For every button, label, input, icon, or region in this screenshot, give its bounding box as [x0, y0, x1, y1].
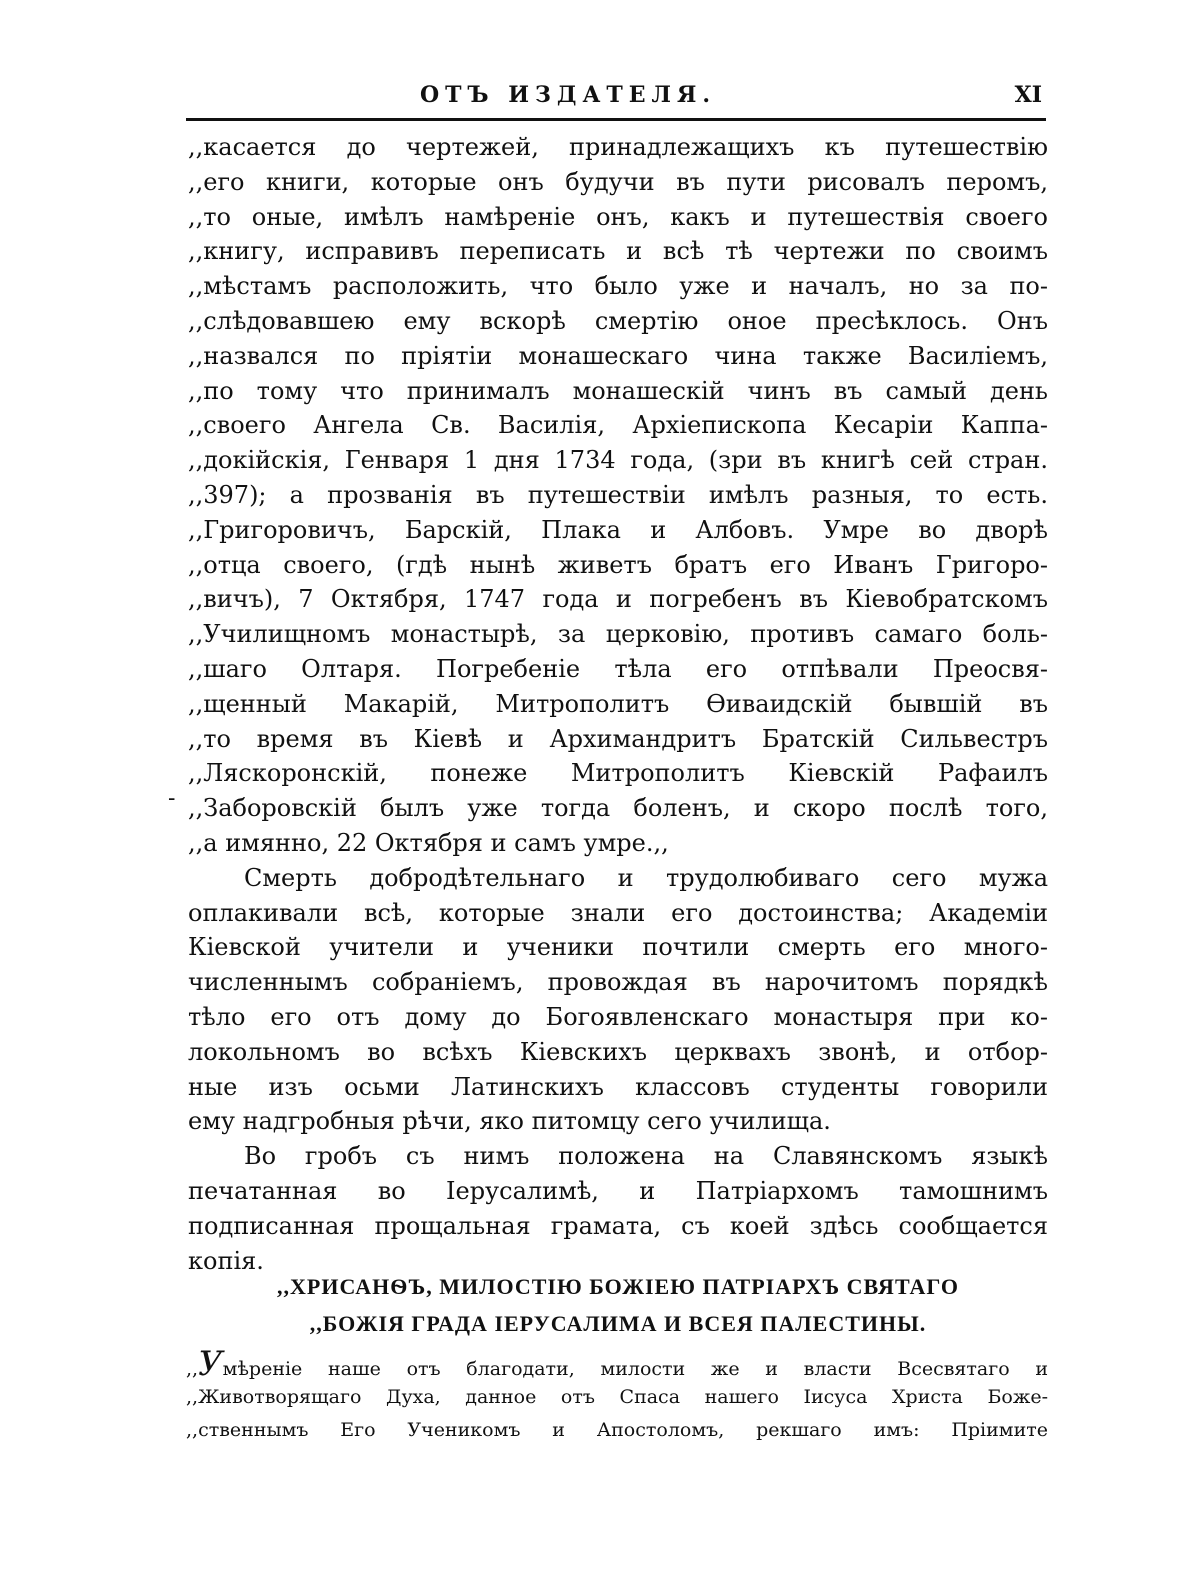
header-rule	[186, 118, 1046, 121]
text-line: ,,слѣдовавшею ему вскорѣ смертію оное пресѣклось. Онъ	[188, 306, 1048, 335]
text-line: ,,мѣстамъ расположить, что было уже и началъ, но за по-	[188, 272, 1048, 301]
text-line: ,,книгу, исправивъ переписать и всѣ тѣ чертежи по своимъ	[188, 237, 1048, 266]
letter-heading	[188, 1268, 1048, 1342]
text-line: ,,своего Ангела Св. Василія, Архіепископа Кесаріи Каппа-	[188, 411, 1048, 440]
text-line: ,,то оные, имѣлъ намѣреніе онъ, какъ и путешествія своего	[188, 202, 1048, 231]
text-line: ,,докійскія, Генваря 1 дня 1734 года, (зри въ книгѣ сей стран.	[188, 446, 1048, 475]
text-line: ,,то время въ Кіевѣ и Архимандритъ Братскій Сильвестръ	[188, 724, 1048, 753]
text-line: печатанная во Іерусалимѣ, и Патріархомъ тамошнимъ	[188, 1176, 1048, 1205]
text-line: подписанная прощальная грамата, съ коей здѣсь сообщается	[188, 1211, 1048, 1240]
text-line: ,,шаго Олтаря. Погребеніе тѣла его отпѣвали Преосвя-	[188, 654, 1048, 683]
paragraph-mourning	[188, 861, 1048, 1139]
lead-quote: ,,	[186, 1358, 199, 1380]
text-line: оплакивали всѣ, которые знали его достоинства; Академіи	[188, 898, 1048, 927]
drop-initial: У	[198, 1348, 223, 1381]
text-line: ,,щенный Макарій, Митрополитъ Ѳиваидскій бывшій въ	[188, 689, 1048, 718]
paragraph-quote	[188, 130, 1048, 861]
text-line: численнымъ собраніемъ, провождая въ нарочитомъ порядкѣ	[188, 968, 1048, 997]
page-number: XI	[1014, 82, 1042, 108]
text-line: копія.	[188, 1246, 264, 1275]
text-line: ные изъ осьми Латинскихъ классовъ студенты говорили	[188, 1072, 1048, 1101]
letter-line: ,,ственнымъ Его Ученикомъ и Апостоломъ, рекшаго имъ: Пріимите	[186, 1419, 1048, 1441]
text-line: ,,а имянно, 22 Октября и самъ умре.,,	[188, 828, 669, 857]
body-text	[188, 130, 1048, 1278]
letter-line: ,,Животворящаго Духа, данное отъ Спаса нашего Іисуса Христа Боже-	[186, 1386, 1048, 1408]
text-line: ,,Григоровичъ, Барскій, Плака и Албовъ. Умре во дворѣ	[188, 515, 1048, 544]
text-line: ,,назвался по пріятіи монашескаго чина также Василіемъ,	[188, 341, 1048, 370]
text-line: ,,по тому что принималъ монашескій чинъ въ самый день	[188, 376, 1048, 405]
text-line: ему надгробныя рѣчи, яко питомцу сего училища.	[188, 1107, 831, 1136]
margin-mark: -	[168, 786, 176, 811]
text-line: ,,касается до чертежей, принадлежащихъ къ путешествію	[188, 133, 1048, 161]
running-title: ОТЪ ИЗДАТЕЛЯ.	[420, 82, 717, 108]
letter-line	[186, 1348, 1048, 1381]
text-line: Смерть добродѣтельнаго и трудолюбиваго сего мужа	[244, 863, 1048, 892]
text-line: ,,его книги, которые онъ будучи въ пути рисовалъ перомъ,	[188, 167, 1048, 196]
text-line: ,,Заборовскій былъ уже тогда боленъ, и скоро послѣ того,	[188, 794, 1048, 823]
text-line: тѣло его отъ дому до Богоявленскаго монастыря при ко-	[188, 1002, 1048, 1031]
page-header	[186, 80, 1046, 118]
text-line: Во гробъ съ нимъ положена на Славянскомъ языкѣ	[244, 1142, 1048, 1171]
letter-line-rest: мѣреніе наше отъ благодати, милости же и власти Всесвятаго и	[222, 1358, 1048, 1380]
text-line: Кіевской учители и ученики почтили смерть его много-	[188, 933, 1048, 962]
text-line: ,,отца своего, (гдѣ нынѣ живетъ братъ его Иванъ Григоро-	[188, 550, 1048, 579]
text-line: ,,вичъ), 7 Октября, 1747 года и погребенъ въ Кіевобратскомъ	[188, 585, 1048, 614]
text-line: ,,397); а прозванія въ путешествіи имѣлъ разныя, то есть.	[188, 480, 1048, 509]
text-line: ,,Ляскоронскій, понеже Митрополитъ Кіевскій Рафаилъ	[188, 759, 1048, 788]
heading-line: ,,ХРИСАНѲЪ, МИЛОСТІЮ БОЖІЕЮ ПАТРІАРХЪ СВЯТАГО	[277, 1274, 959, 1299]
paragraph-burial	[188, 1139, 1048, 1278]
letter-text	[186, 1348, 1048, 1447]
text-line: локольномъ во всѣхъ Кіевскихъ церквахъ звонѣ, и отбор-	[188, 1037, 1048, 1066]
text-line: ,,Училищномъ монастырѣ, за церковію, противъ самаго боль-	[188, 620, 1048, 649]
heading-line: ,,БОЖІЯ ГРАДА ІЕРУСАЛИМА И ВСЕЯ ПАЛЕСТИНЫ.	[309, 1311, 927, 1336]
